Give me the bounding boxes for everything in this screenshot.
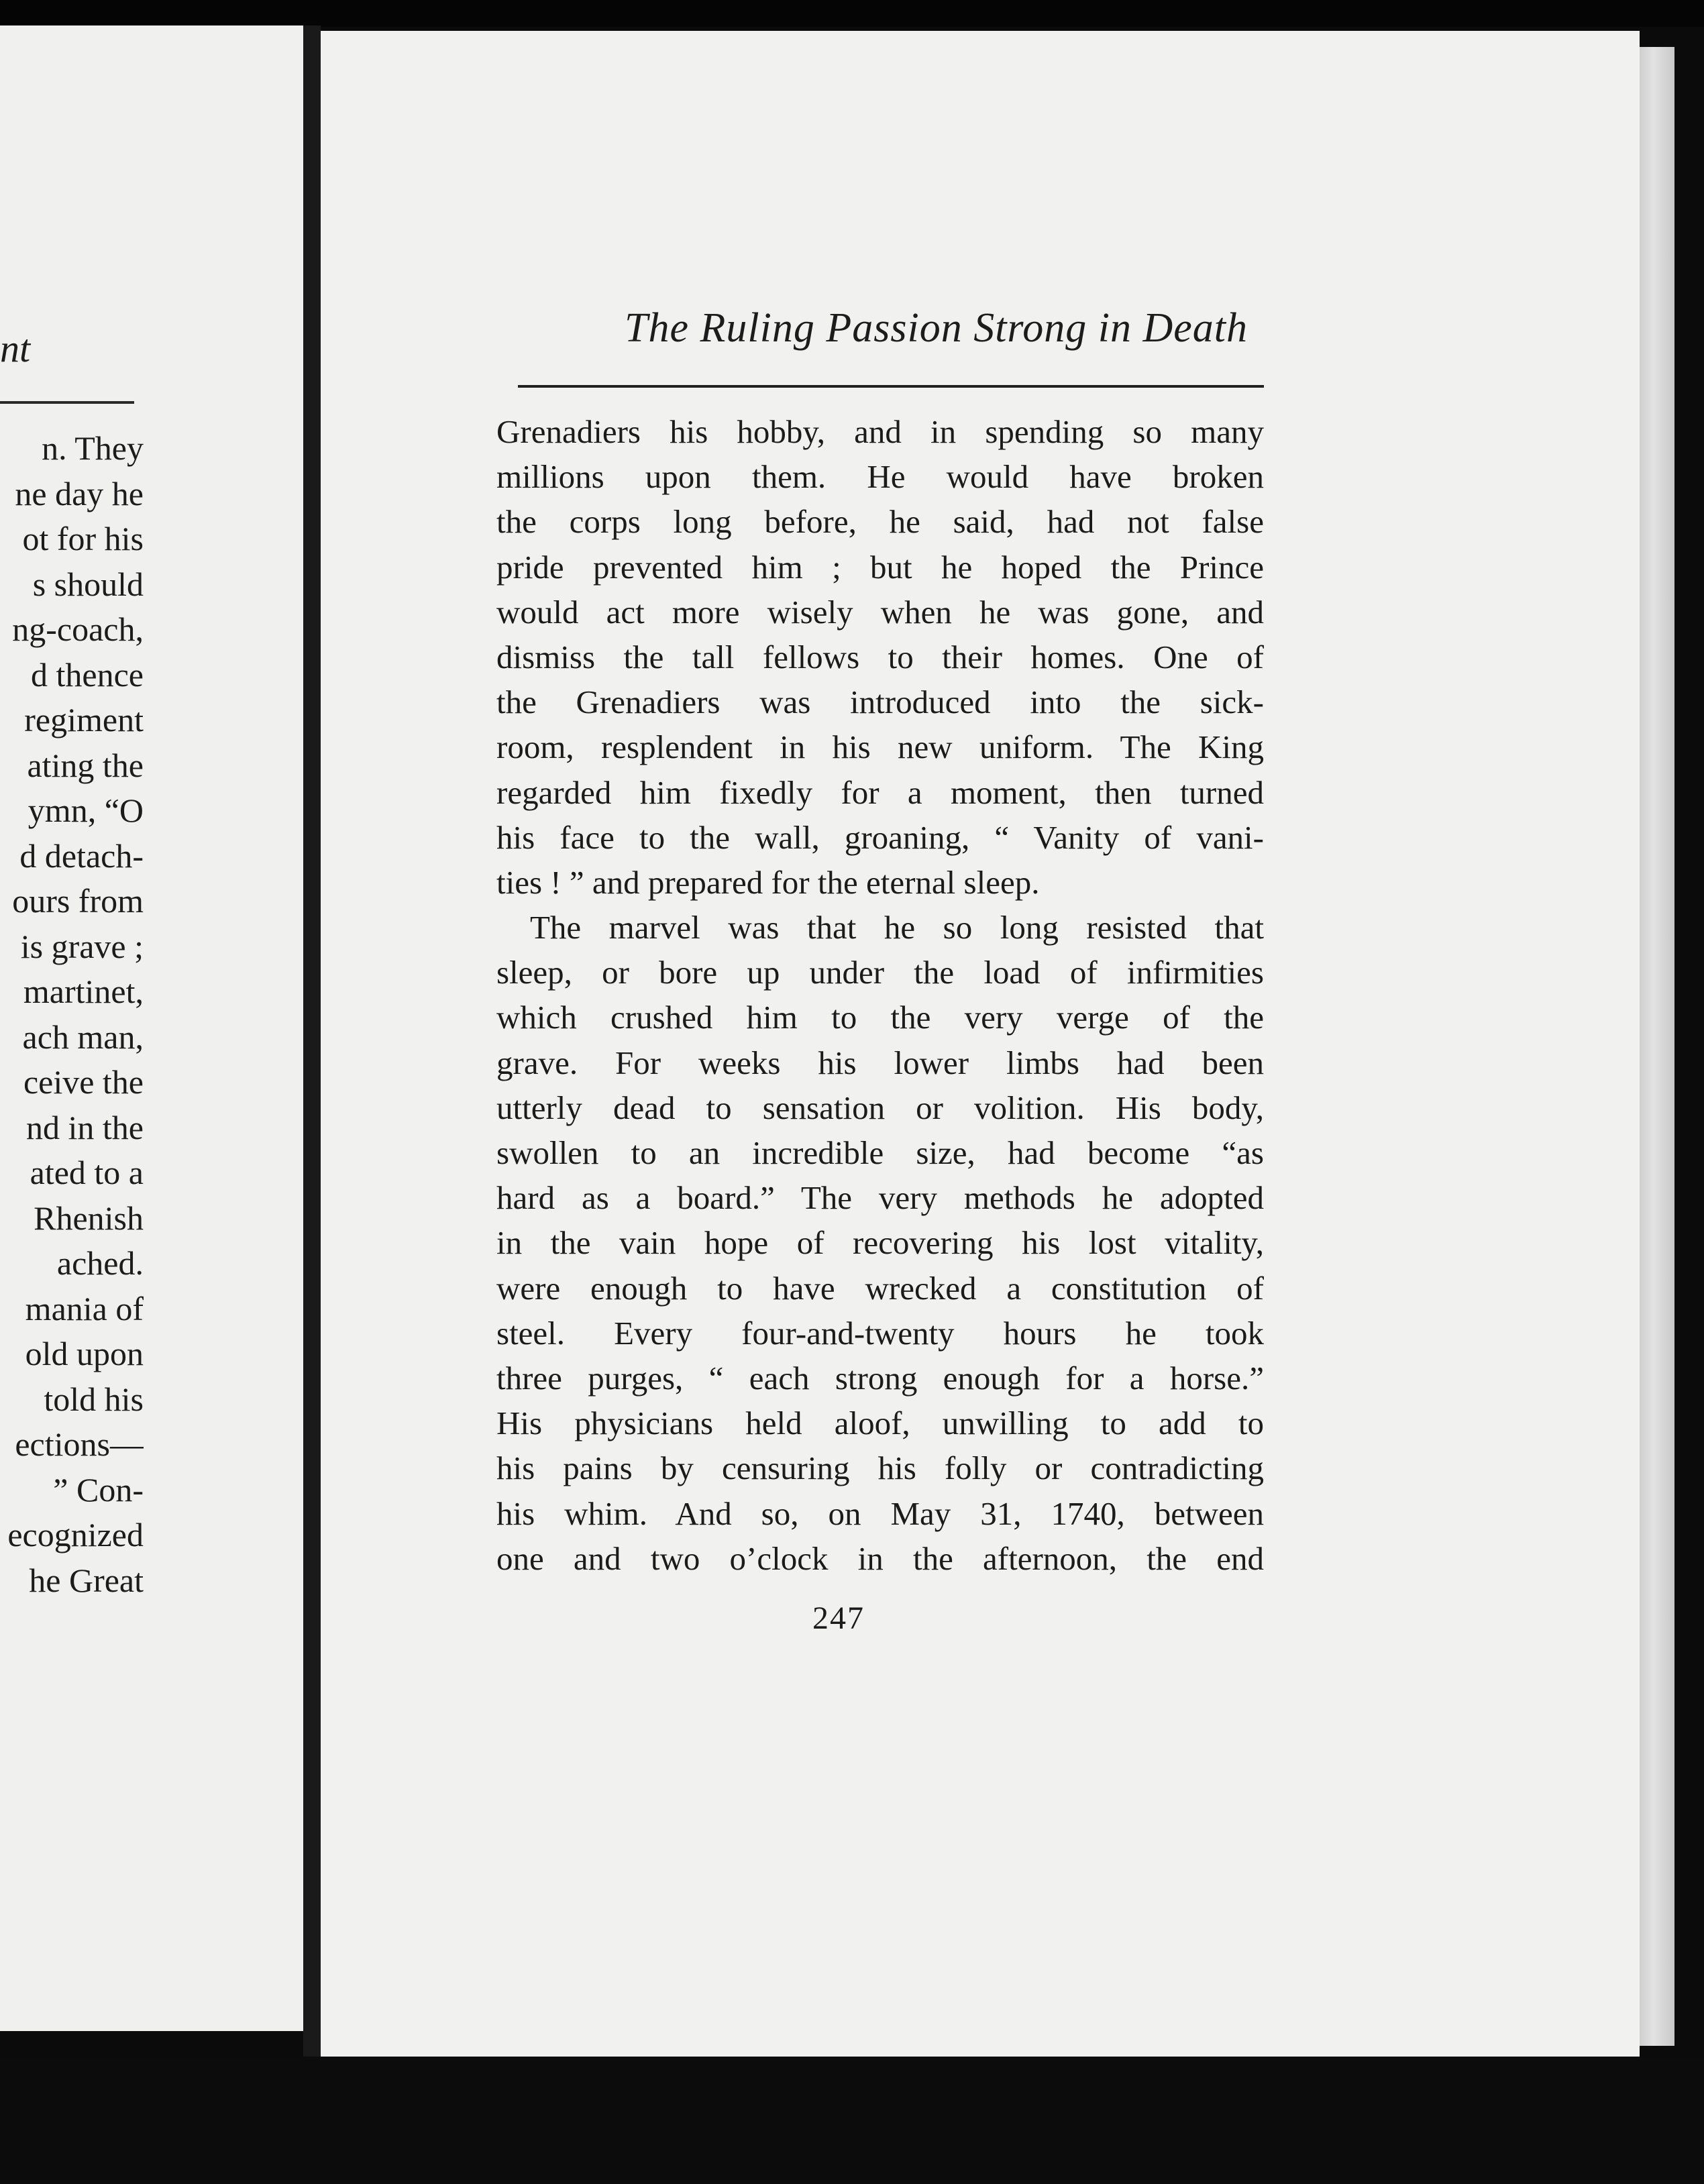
text-line: ne day he [15, 474, 144, 512]
text-line: ections— [15, 1425, 144, 1463]
running-head-rule [518, 385, 1264, 388]
text-line: he Great [29, 1561, 144, 1599]
text-line: ating the [27, 746, 144, 784]
scan-background-bottom [0, 2057, 1704, 2184]
text-line: old upon [25, 1335, 144, 1372]
left-running-head: nt [0, 327, 31, 370]
text-line: steel. Every four-and-twenty hours he took [496, 1314, 1264, 1352]
text-line: pride prevented him ; but he hoped the Prince [496, 548, 1264, 586]
text-line: his face to the wall, groaning, “ Vanity of vani- [496, 818, 1264, 856]
text-line: ymn, “O [28, 791, 144, 829]
text-line: n. They [42, 429, 144, 467]
text-line: nd in the [26, 1108, 144, 1146]
text-line: hard as a board.” The very methods he adopted [496, 1179, 1264, 1217]
text-line: ng-coach, [12, 610, 144, 648]
text-line: which crushed him to the very verge of the [496, 999, 1264, 1036]
text-line: d detach- [19, 836, 144, 875]
page-number: 247 [812, 1600, 865, 1636]
text-line: told his [44, 1380, 144, 1418]
text-line: s should [32, 565, 144, 603]
text-line: Grenadiers his hobby, and in spending so many [496, 413, 1264, 450]
text-line: ours from [12, 882, 144, 920]
text-line: sleep, or bore up under the load of infirmities [496, 954, 1264, 991]
left-page [0, 25, 303, 2031]
text-line: in the vain hope of recovering his lost vitality, [496, 1224, 1264, 1262]
text-line: were enough to have wrecked a constitution of [496, 1269, 1264, 1307]
text-line: millions upon them. He would have broken [496, 458, 1264, 496]
book-gutter [303, 25, 321, 2184]
text-line: His physicians held aloof, unwilling to add to [496, 1405, 1264, 1442]
text-line: utterly dead to sensation or volition. His body, [496, 1089, 1264, 1126]
text-line: the corps long before, he said, had not false [496, 503, 1264, 541]
text-line: Rhenish [34, 1199, 144, 1237]
text-line: regarded him fixedly for a moment, then turned [496, 773, 1264, 811]
text-line: swollen to an incredible size, had become “as [496, 1134, 1264, 1171]
text-line: mania of [25, 1289, 144, 1327]
text-line: is grave ; [20, 927, 144, 965]
text-line: ” Con- [53, 1470, 144, 1509]
running-head: The Ruling Passion Strong in Death [625, 305, 1248, 351]
text-line: would act more wisely when he was gone, and [496, 593, 1264, 631]
text-line: one and two o’clock in the afternoon, the end [496, 1539, 1264, 1577]
text-line: regiment [24, 701, 144, 739]
text-line: dismiss the tall fellows to their homes. One of [496, 638, 1264, 675]
text-line: room, resplendent in his new uniform. The King [496, 728, 1264, 766]
text-line: grave. For weeks his lower limbs had been [496, 1044, 1264, 1081]
text-line: his pains by censuring his folly or contradicting [496, 1450, 1264, 1487]
text-line: ated to a [30, 1154, 144, 1191]
text-line: ot for his [22, 520, 144, 557]
paragraph-end-line: ties ! ” and prepared for the eternal sleep. [496, 863, 1040, 901]
page-edge-strip [1640, 47, 1674, 2046]
left-page-text [0, 426, 144, 1603]
text-line: d thence [31, 655, 144, 694]
body-text [496, 409, 1264, 1581]
text-line: ceive the [23, 1063, 144, 1101]
left-head-rule [0, 401, 134, 404]
text-line: three purges, “ each strong enough for a horse.” [496, 1359, 1264, 1397]
text-line: the Grenadiers was introduced into the sick- [496, 684, 1264, 721]
text-line: ecognized [7, 1516, 144, 1553]
text-line: ach man, [22, 1018, 144, 1056]
paragraph-start-line: The marvel was that he so long resisted that [530, 909, 1264, 946]
text-line: martinet, [23, 973, 144, 1010]
text-line: ached. [56, 1244, 144, 1282]
scan-background-top [0, 0, 1704, 27]
text-line: his whim. And so, on May 31, 1740, between [496, 1494, 1264, 1532]
